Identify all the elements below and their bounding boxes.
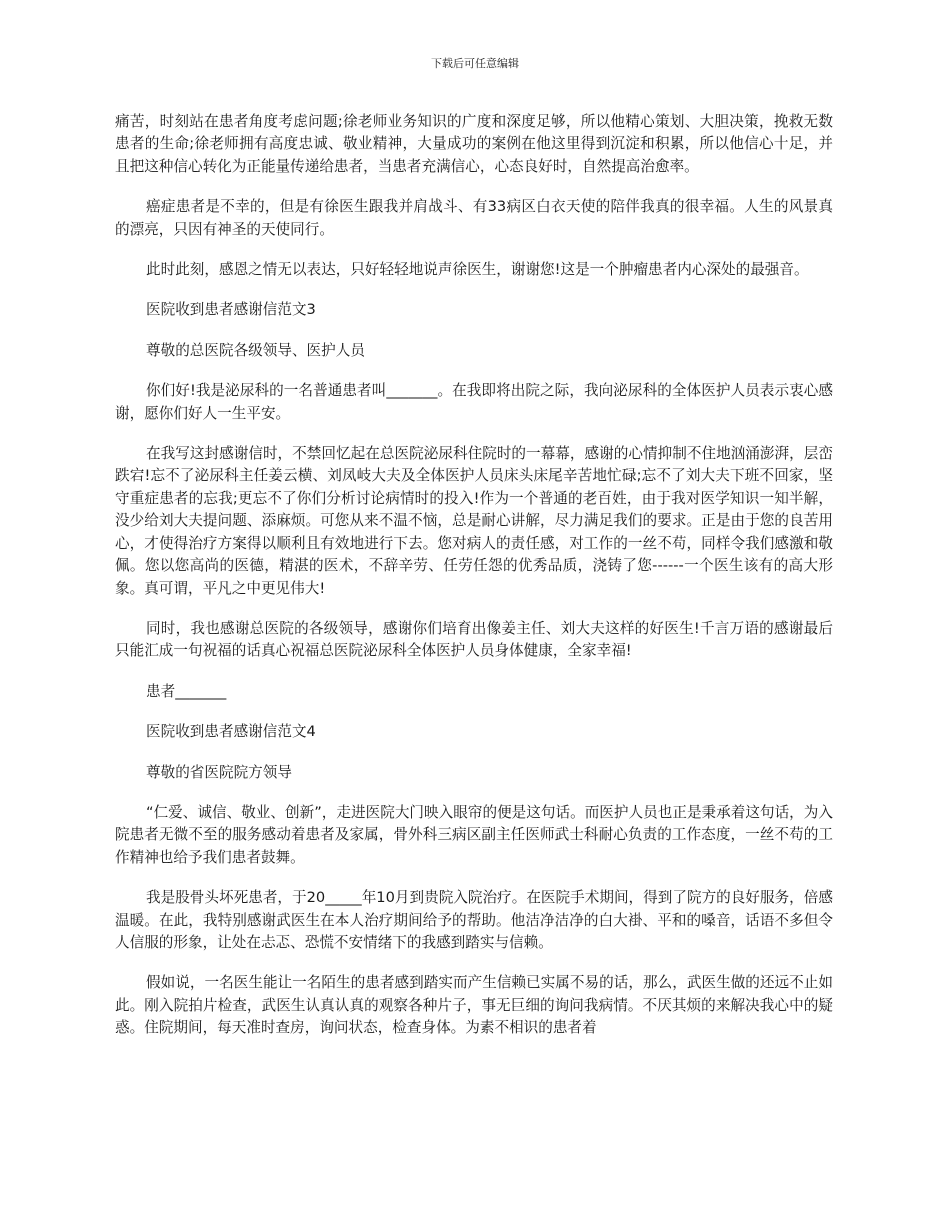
paragraph: 此时此刻，感恩之情无以表达，只好轻轻地说声徐医生，谢谢您!这是一个肿瘤患者内心深处的最强音。: [146, 261, 809, 279]
section-heading: 医院收到患者感谢信范文4: [146, 723, 316, 741]
paragraph: 癌症患者是不幸的，但是有徐医生跟我并肩战斗、有33病区白衣天使的陪伴我真的很幸福。人生的风景真的漂亮，只因有神圣的天使同行。: [115, 198, 833, 238]
paragraph: 同时，我也感谢总医院的各级领导，感谢你们培育出像姜主任、刘大夫这样的好医生!千言万语的感谢最后只能汇成一句祝福的话真心祝福总医院泌尿科全体医护人员身体健康，全家幸福!: [115, 619, 833, 660]
paragraph: 痛苦，时刻站在患者角度考虑问题;徐老师业务知识的广度和深度足够，所以他精心策划、大胆决策，挽救无数患者的生命;徐老师拥有高度忠诚、敬业精神，大量成功的案例在他这里得到沉淀和积累，所以他信心十足，并且把这种信心转化为正能量传递给患者，当患者充满信心，心态良好时，自然提高治愈率。: [115, 113, 833, 175]
salutation: 尊敬的总医院各级领导、医护人员: [146, 341, 365, 359]
paragraph: 我是股骨头坏死患者，于20_____年10月到贵院入院治疗。在医院手术期间，得到了院方的良好服务，倍感温暖。在此，我特别感谢武医生在本人治疗期间给予的帮助。他洁净洁净的白大褂、平和的嗓音，话语不多但令人信服的形象，让处在忐忑、恐慌不安情绪下的我感到踏实与信赖。: [115, 889, 833, 951]
salutation: 尊敬的省医院院方领导: [146, 763, 292, 781]
document-body: [115, 111, 833, 1058]
paragraph: 在我写这封感谢信时，不禁回忆起在总医院泌尿科住院时的一幕幕，感谢的心情抑制不住地汹涌澎湃，层峦跌宕!忘不了泌尿科主任姜云横、刘凤岐大夫及全体医护人员床头床尾辛苦地忙碌;忘不了刘大夫下班不回家，坚守重症患者的忘我;更忘不了你们分析讨论病情时的投入!作为一个普通的老百姓，由于我对医学知识一知半解，没少给刘大夫提问题、添麻烦。可您从来不温不恼，总是耐心讲解，尽力满足我们的要求。正是由于您的良苦用心，才使得治疗方案得以顺利且有效地进行下去。您对病人的责任感，对工作的一丝不苟，同样令我们感激和敬佩。您以您高尚的医德，精湛的医术，不辞辛劳、任劳任怨的优秀品质，浇铸了您------一个医生该有的高大形象。真可谓，平凡之中更见伟大!: [115, 445, 833, 597]
paragraph: 假如说，一名医生能让一名陌生的患者感到踏实而产生信赖已实属不易的话，那么，武医生做的还远不止如此。刚入院拍片检查，武医生认真认真的观察各种片子，事无巨细的询问我病情。不厌其烦的来解决我心中的疑惑。住院期间，每天准时查房，询问状态，检查身体。为素不相识的患者着: [115, 974, 833, 1037]
paragraph: “仁爱、诚信、敬业、创新”，走进医院大门映入眼帘的便是这句话。而医护人员也正是秉承着这句话，为入院患者无微不至的服务感动着患者及家属，骨外科三病区副主任医师武士科耐心负责的工作态度，一丝不苟的工作精神也给予我们患者鼓舞。: [115, 803, 833, 866]
page-header-note: 下载后可任意编辑: [431, 57, 519, 70]
signature-line: 患者_______: [146, 682, 227, 700]
paragraph: 你们好!我是泌尿科的一名普通患者叫_______。在我即将出院之际，我向泌尿科的全体医护人员表示衷心感谢，愿你们好人一生平安。: [115, 382, 833, 422]
section-heading: 医院收到患者感谢信范文3: [146, 301, 316, 319]
